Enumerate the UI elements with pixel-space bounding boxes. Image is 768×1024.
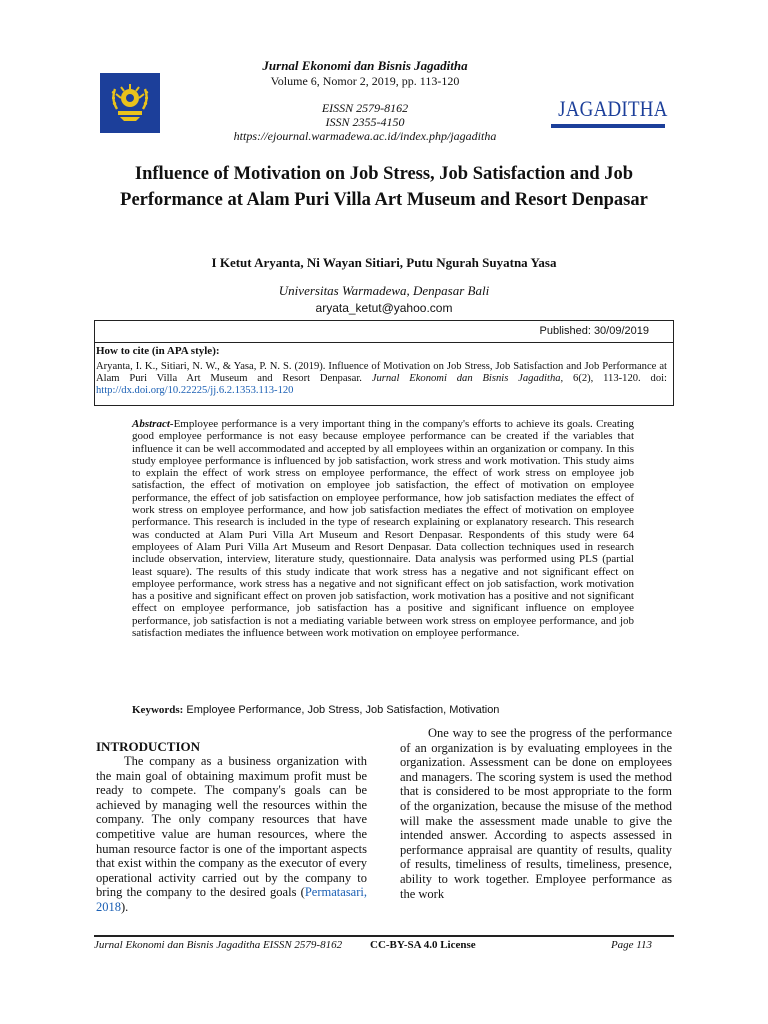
citation-text [96, 361, 667, 397]
footer-license: CC-BY-SA 4.0 License [370, 939, 476, 951]
intro-paragraph [96, 754, 367, 915]
section-heading-introduction: INTRODUCTION [96, 739, 201, 754]
citation-box [94, 320, 674, 406]
published-date: Published: 30/09/2019 [539, 325, 649, 337]
footer-divider [94, 935, 674, 937]
journal-eissn: EISSN 2579-8162 [321, 101, 409, 115]
citation-divider [95, 342, 673, 343]
citation-heading: How to cite (in APA style): [96, 345, 220, 357]
author-affiliation: Universitas Warmadewa, Denpasar Bali [278, 283, 490, 298]
keywords-text: Employee Performance, Job Stress, Job Satisfaction, Motivation [186, 704, 500, 716]
journal-info [200, 58, 530, 143]
body-column-right [400, 726, 672, 901]
intro-paragraph-text: The company as a business organization with the main goal of obtaining maximum profit must be ready to compete. The company's goals can be achieved by managing well the resources within the company. The only company resources that have competitive value are human resources, where the human resource factor is one of the important aspects that exist within the company as the executor of every operational activity carried out by the company to bring the company to the desired goals ( [96, 754, 367, 900]
abstract [132, 418, 634, 639]
journal-header [0, 56, 768, 148]
footer-journal: Jurnal Ekonomi dan Bisnis Jagaditha EISSN 2579-8162 [94, 939, 343, 951]
page-footer [94, 938, 674, 954]
article-title: Influence of Motivation on Job Stress, Job Satisfaction and Job Performance at Alam Puri Villa Art Museum and Resort Denpasar [120, 164, 648, 210]
keywords [132, 704, 634, 717]
page-number: Page 113 [610, 939, 652, 951]
performance-paragraph: One way to see the progress of the performance of an organization is by evaluating employees in the organization. Assessment can be done on employees and managers. The scoring system is used the method that is considered to be most appropriate to the form of the organization, because the misuse of the method will make the assessment made unable to give the intended answer. According to aspects assessed in performance appraisal are quantity of results, quality of results, timeliness of results, timeliness, presence, ability to work together. Employee performance as the work [400, 726, 672, 901]
author-email-link[interactable]: aryata_ketut@yahoo.com [315, 301, 453, 315]
intro-paragraph-end: ). [121, 899, 129, 914]
article-authors: I Ketut Aryanta, Ni Wayan Sitiari, Putu Ngurah Suyatna Yasa [211, 255, 557, 270]
abstract-text: Employee performance is a very important thing in the company's efforts to achieve its goals. Creating good employee performance is not easy because employee performance can be created if the variables that influence it can be well accommodated and accepted by all employees within an organization or company. In this study employee performance is influenced by job satisfaction, work stress and work motivation. This study aims to explain the effect of work stress on employee performance, the effect of work stress on employee job satisfaction, the effect of motivation on employee job satisfaction, the effect of motivation on employee performance, the effect of job satisfaction on employee performance, how job satisfaction mediates the effect of work stress on employee performance, and how job satisfaction mediates the effect of motivation on employee performance. This research is included in the type of research explaining or explanatory research. This research was conducted at Alam Puri Villa Art Museum and Resort Denpasar. Respondents of this study were 64 employees of Alam Puri Villa Art Museum and Resort Denpasar. Data collection techniques used in research include observation, interview, literature study, questionnaire. Data analysis was performed using PLS (partial least square). The results of this study indicate that work stress has a negative and not significant effect on employee performance, work stress has a negative and not significant effect on job satisfaction, work motivation has a positive and significant effect on proven job satisfaction, work motivation has a positive and not significant effect on employee performance, job satisfaction has a positive and significant influence on employee performance, job satisfaction is not a mediating variable between work stress on employee performance, and job satisfaction mediates the influence between work motivation on employee performance. [132, 418, 634, 640]
journal-brand-logo: JAGADITHA [558, 96, 668, 121]
abstract-label: Abstract- [132, 418, 174, 430]
citation-text-main: Aryanta, I. K., Sitiari, N. W., & Yasa, P. N. S. (2019). Influence of Motivation on Job Stress, Job Satisfaction and Job Performance at Alam Puri Villa Art Museum and Resort Denpasar. [96, 361, 667, 384]
brand-underline [551, 124, 665, 128]
citation-journal: Jurnal Ekonomi dan Bisnis Jagaditha [371, 373, 561, 384]
journal-url-link[interactable]: https://ejournal.warmadewa.ac.id/index.php/jagaditha [233, 129, 497, 143]
citation-text-volume: , 6(2), 113-120. doi: [560, 373, 668, 384]
journal-issn: ISSN 2355-4150 [325, 115, 405, 129]
doi-link[interactable]: http://dx.doi.org/10.22225/jj.6.2.1353.113-120 [96, 385, 294, 396]
university-crest-icon [100, 73, 160, 133]
journal-volume: Volume 6, Nomor 2, 2019, pp. 113-120 [270, 74, 460, 88]
journal-name: Jurnal Ekonomi dan Bisnis Jagaditha [262, 58, 468, 73]
keywords-label: Keywords: [132, 704, 184, 716]
body-column-left [96, 739, 367, 915]
reference-link[interactable]: Permatasari, 2018 [96, 885, 367, 914]
